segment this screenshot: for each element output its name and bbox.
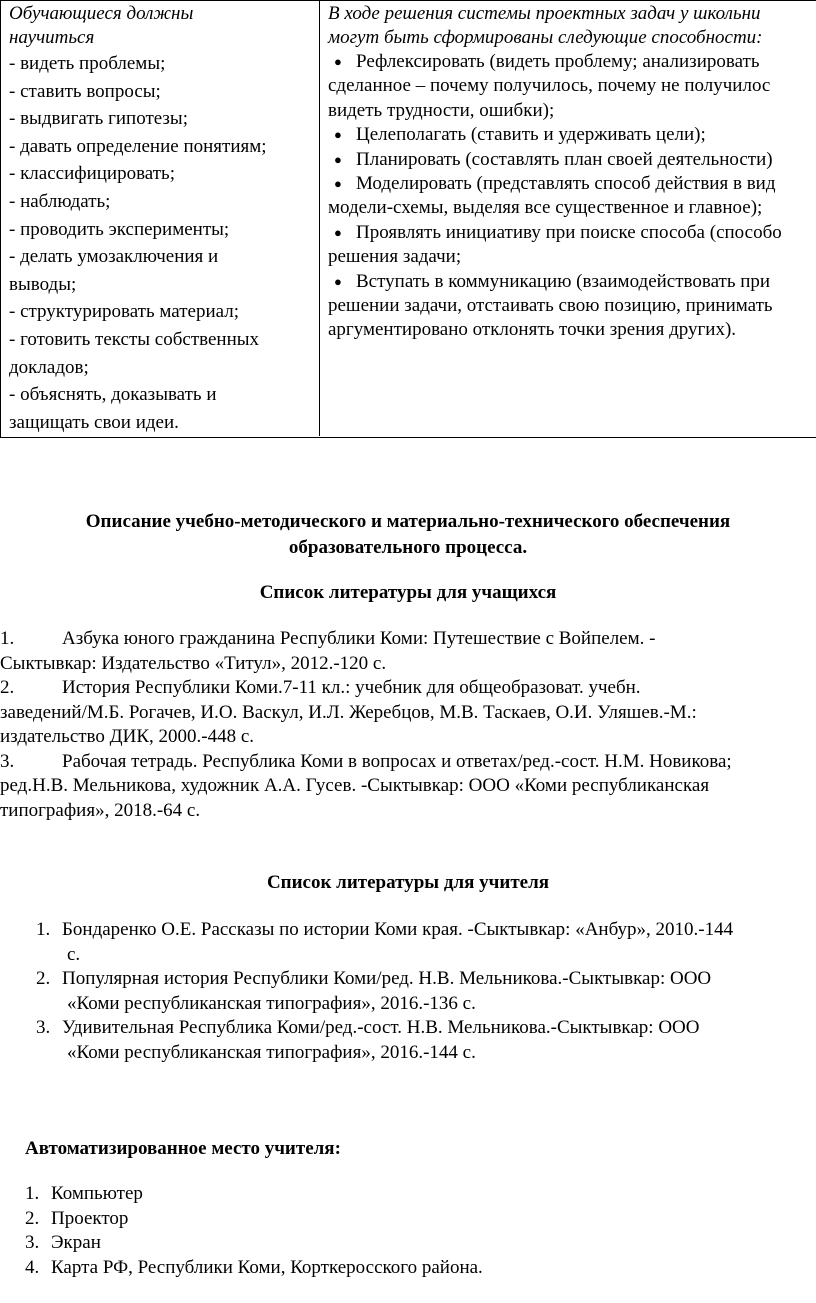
list-number: 3.	[0, 750, 15, 772]
ability-line	[328, 148, 816, 172]
teacher-book-line: с.	[67, 943, 81, 965]
book-text: Азбука юного гражданина Республики Коми: Путешествие с Войпелем. -	[62, 628, 656, 649]
list-number: 2.	[0, 677, 15, 698]
ability-text: Рефлексировать (видеть проблему; анализировать	[356, 51, 760, 72]
left-skill-line: докладов;	[9, 356, 89, 378]
teacher-book-line: «Коми республиканская типография», 2016.-136 с.	[67, 992, 476, 1014]
arm-title: Автоматизированное место учителя:	[25, 1138, 341, 1159]
list-number: 1.	[25, 1183, 40, 1204]
list-number: 1.	[36, 919, 51, 940]
equipment-text: Компьютер	[51, 1183, 143, 1204]
bullet-icon: ●	[334, 127, 342, 143]
left-skill-line: выводы;	[9, 273, 77, 295]
left-skill-line: - проводить эксперименты;	[9, 218, 230, 240]
list-number: 1.	[0, 628, 15, 649]
ability-line	[328, 172, 816, 196]
bullet-icon: ●	[334, 151, 342, 167]
student-book-line: типография», 2018.-64 с.	[0, 799, 201, 821]
left-header-line: научиться	[9, 27, 95, 48]
equipment-item	[25, 1256, 483, 1281]
ability-text: Моделировать (представлять способ действия в вид	[356, 173, 776, 195]
left-skill-line: защищать свои идеи.	[9, 411, 179, 433]
list-number: 2.	[36, 968, 51, 989]
student-book-line: Сыктывкар: Издательство «Титул», 2012.-120 с.	[0, 652, 387, 674]
list-number: 2.	[25, 1207, 40, 1229]
left-skill-line: - ставить вопросы;	[9, 80, 161, 102]
ability-text: Проявлять инициативу при поиске способа (способо	[356, 221, 782, 243]
equipment-text: Карта РФ, Республики Коми, Корткеросского района.	[51, 1256, 483, 1278]
left-skill-line: - готовить тексты собственных	[9, 328, 260, 350]
list-number: 3.	[25, 1232, 40, 1253]
arm-list	[25, 1182, 483, 1280]
ability-line	[328, 270, 816, 294]
bullet-icon: ●	[334, 273, 342, 289]
student-book-line: ред.Н.В. Мельникова, художник А.А. Гусев. -Сыктывкар: ООО «Коми республиканская	[0, 775, 710, 796]
teachers-title: Список литературы для учителя	[266, 872, 550, 893]
student-book-line	[0, 676, 816, 701]
section-title-line: Описание учебно-методического и материально-технического обеспечения	[85, 511, 731, 532]
right-header-line: В ходе решения системы проектных задач у школьни	[328, 3, 761, 24]
equipment-item	[25, 1182, 483, 1207]
ability-line: сделанное – почему получилось, почему не получилос	[328, 75, 771, 97]
book-text: Бондаренко О.Е. Рассказы по истории Коми края. -Сыктывкар: «Анбур», 2010.-144	[62, 919, 734, 940]
left-skill-line: - делать умозаключения и	[9, 246, 219, 268]
ability-line: решении задачи, отстаивать свою позицию, принимать	[328, 295, 773, 317]
left-cell	[0, 0, 320, 436]
list-number: 4.	[25, 1256, 40, 1278]
bullet-icon: ●	[334, 54, 342, 69]
bullet-icon: ●	[334, 224, 342, 240]
book-text: Удивительная Республика Коми/ред.-сост. Н.В. Мельникова.-Сыктывкар: ООО	[62, 1017, 700, 1038]
equipment-item	[25, 1207, 483, 1232]
equipment-item	[25, 1231, 483, 1256]
left-skill-line: - объяснять, доказывать и	[9, 384, 217, 406]
right-header-line: могут быть сформированы следующие способности:	[328, 27, 763, 48]
ability-text: Целеполагать (ставить и удерживать цели);	[356, 124, 706, 146]
ability-text: Вступать в коммуникацию (взаимодействовать при	[356, 270, 771, 292]
equipment-text: Проектор	[51, 1207, 129, 1229]
student-book-line: издательство ДИК, 2000.-448 с.	[0, 726, 255, 747]
teachers-list	[36, 918, 816, 1065]
left-header-line: Обучающиеся должны	[9, 3, 194, 24]
students-title: Список литературы для учащихся	[259, 582, 557, 603]
students-list	[0, 627, 816, 823]
student-book-line	[0, 627, 816, 652]
ability-line: модели-схемы, выделяя все существенное и главное);	[328, 197, 763, 219]
book-text: История Республики Коми.7-11 кл.: учебник для общеобразоват. учебн.	[62, 677, 641, 698]
ability-line	[328, 221, 816, 245]
list-number: 3.	[36, 1017, 51, 1038]
ability-line: решения задачи;	[328, 246, 462, 268]
student-book-line: заведений/М.Б. Рогачев, И.О. Васкул, И.Л. Жеребцов, М.В. Таскаев, О.И. Уляшев.-М.:	[0, 701, 697, 723]
left-skill-line: - видеть проблемы;	[9, 53, 166, 74]
ability-line	[328, 50, 816, 74]
ability-line	[328, 123, 816, 147]
ability-line: видеть трудности, ошибки);	[328, 99, 555, 121]
ability-line: аргументировано отклонять точки зрения других).	[328, 319, 737, 341]
student-book-line	[0, 750, 816, 775]
book-text: Популярная история Республики Коми/ред. Н.В. Мельникова.-Сыктывкар: ООО	[62, 968, 712, 989]
equipment-text: Экран	[51, 1232, 101, 1253]
teacher-book-line	[36, 1016, 816, 1041]
right-cell	[320, 0, 816, 436]
book-text: Рабочая тетрадь. Республика Коми в вопросах и ответах/ред.-сост. Н.М. Новикова;	[62, 750, 732, 772]
left-skill-line: - классифицировать;	[9, 163, 175, 185]
left-skill-line: - давать определение понятиям;	[9, 135, 267, 157]
left-skill-line: - структурировать материал;	[9, 301, 239, 323]
section-title-line: образовательного процесса.	[288, 537, 528, 558]
teacher-book-line	[36, 967, 816, 992]
teacher-book-line	[36, 918, 816, 943]
left-skill-line: - выдвигать гипотезы;	[9, 108, 188, 130]
bullet-icon: ●	[334, 176, 342, 192]
teacher-book-line: «Коми республиканская типография», 2016.-144 с.	[67, 1041, 476, 1063]
left-skill-line: - наблюдать;	[9, 190, 111, 212]
ability-text: Планировать (составлять план своей деятельности)	[356, 148, 773, 170]
